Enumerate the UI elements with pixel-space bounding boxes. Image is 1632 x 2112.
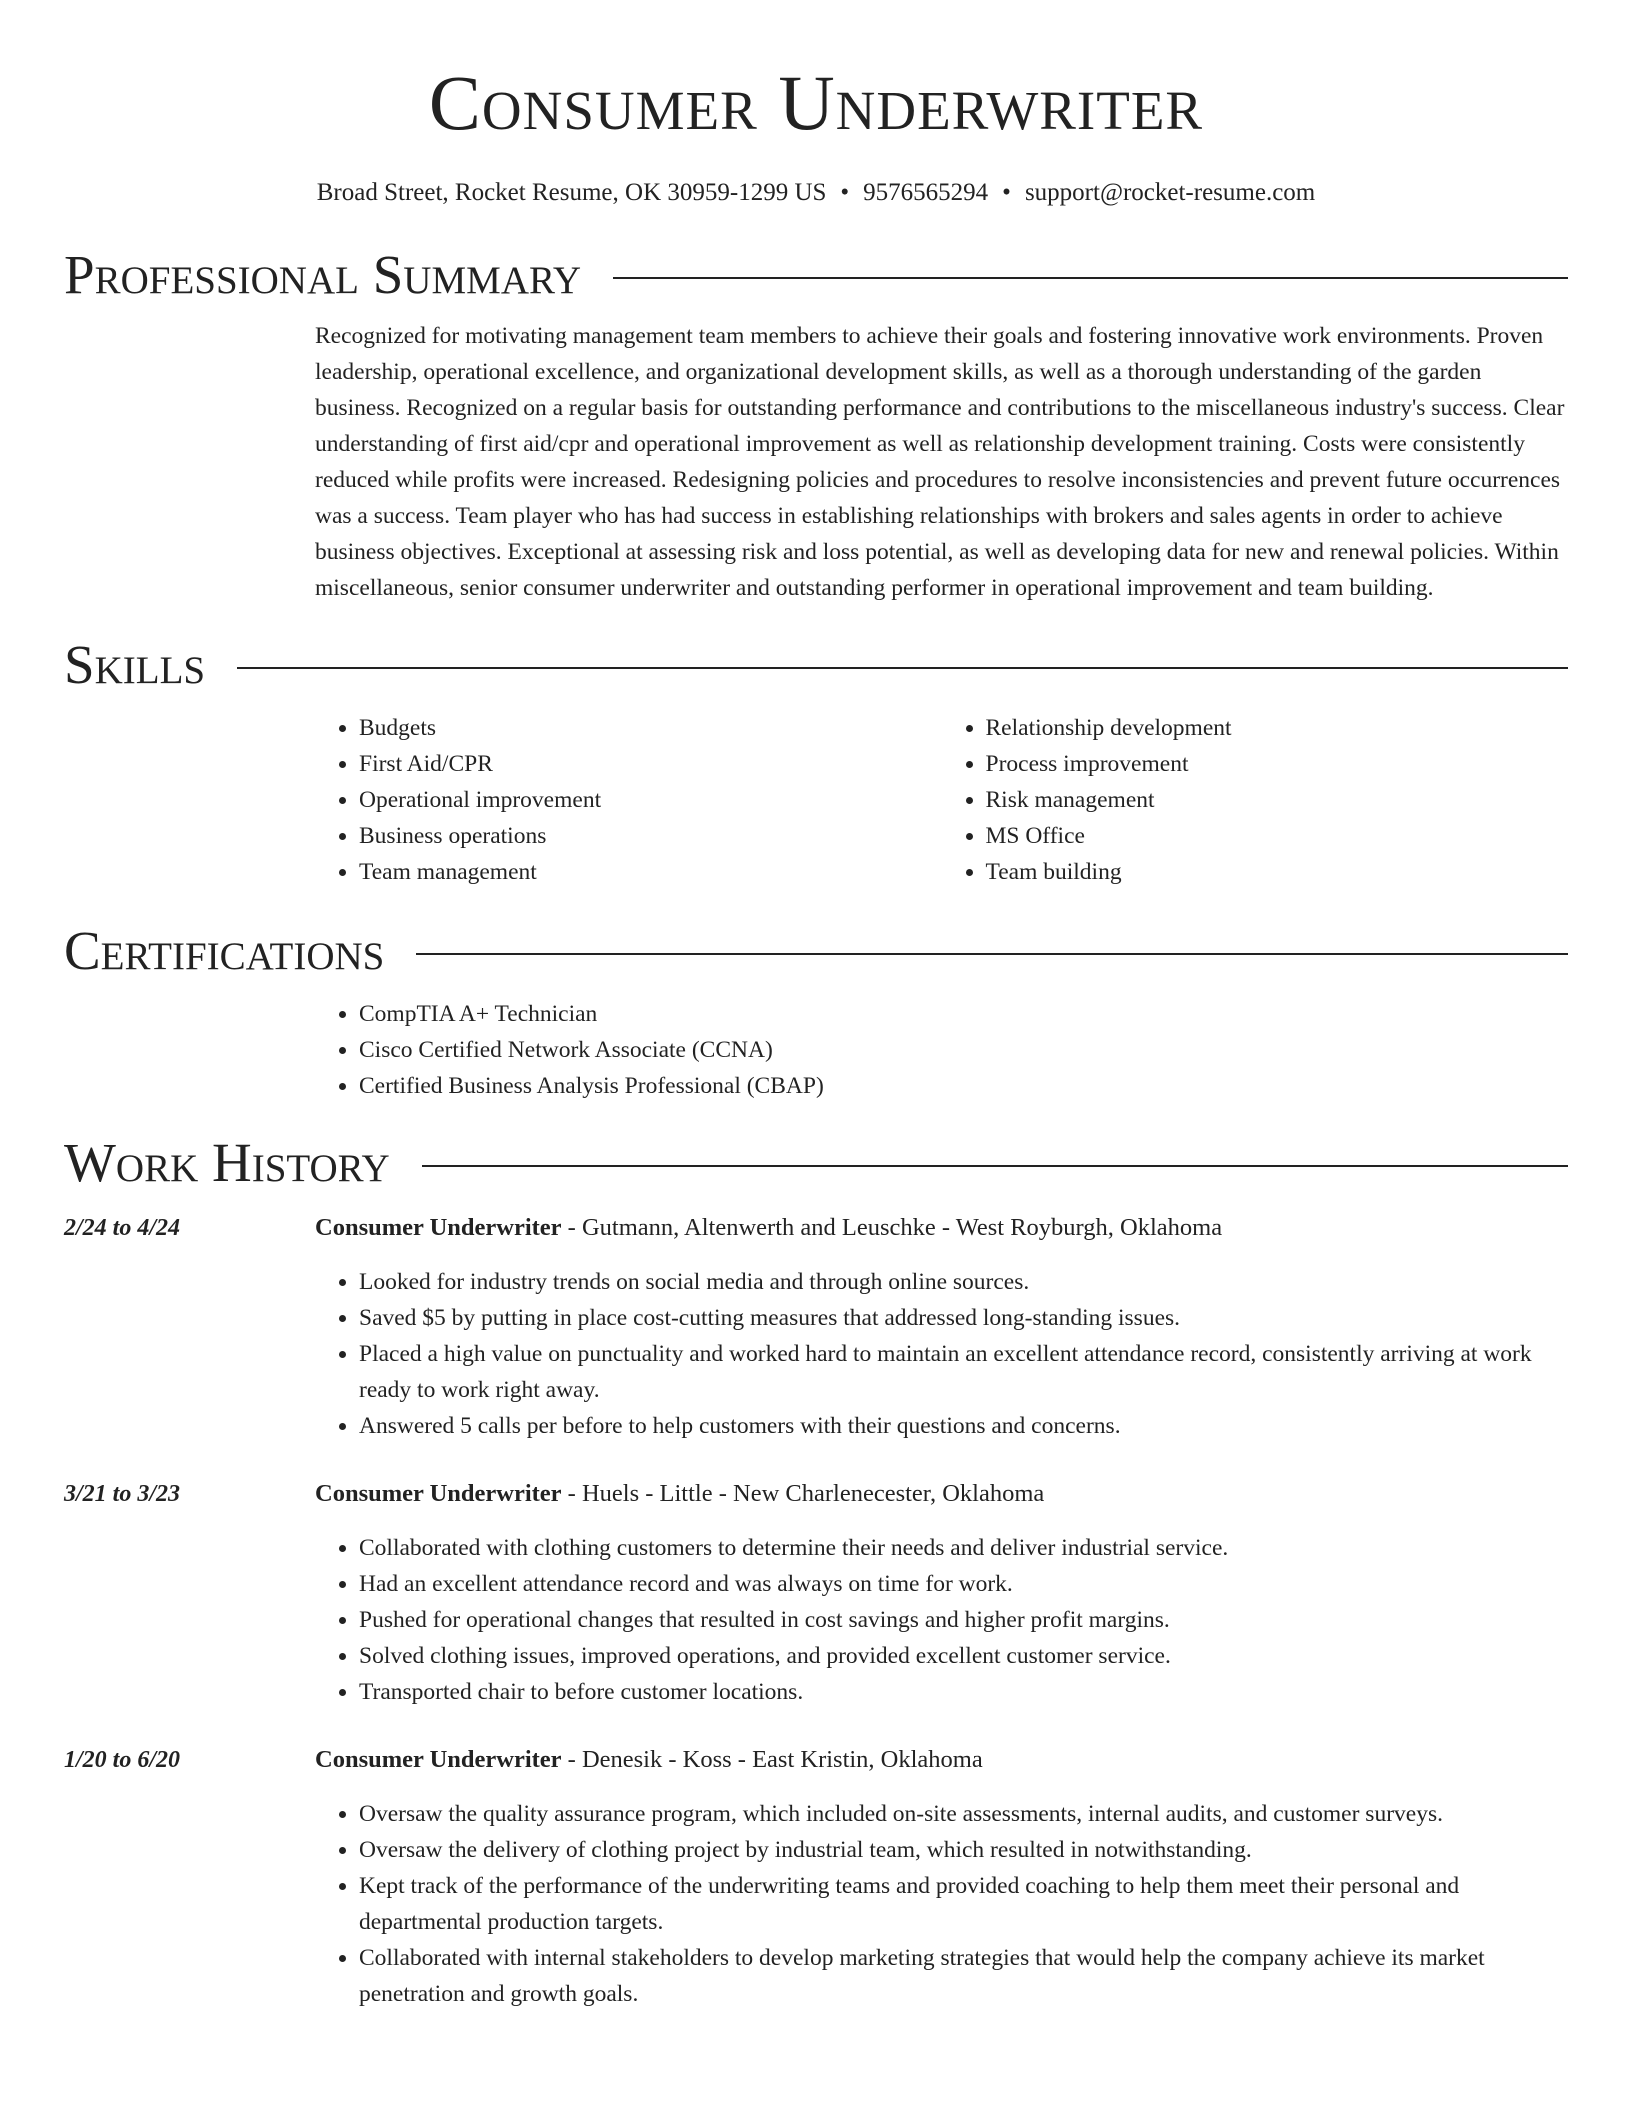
section-divider	[416, 953, 1568, 955]
summary-section	[315, 318, 1568, 606]
skill-item: • First Aid/CPR	[359, 746, 942, 782]
contact-address: Broad Street, Rocket Resume, OK 30959-1299 US	[316, 178, 827, 206]
job-bullet: • Oversaw the quality assurance program, which included on-site assessments, internal audits, and customer surveys.	[359, 1796, 1568, 1832]
job-employer-location: - Denesik - Koss - East Kristin, Oklahoma	[561, 1745, 983, 1773]
job-title: Consumer Underwriter	[315, 1213, 562, 1241]
job-bullets	[315, 1264, 1568, 1444]
summary-section-header	[64, 242, 1568, 308]
job-bullet: • Had an excellent attendance record and was always on time for work.	[359, 1566, 1568, 1602]
contact-separator: •	[840, 178, 850, 206]
skill-item: • Team management	[359, 854, 942, 890]
summary-text: Recognized for motivating management team members to achieve their goals and fostering innovative work environments. Proven leadership, operational excellence, and organizational development skills, as well as a thorough understanding of the garden business. Recognized on a regular basis for outstanding performance and contributions to the miscellaneous industry's success. Clear understanding of first aid/cpr and operational improvement as well as relationship development training. Costs were consistently reduced while profits were increased. Redesigning policies and procedures to resolve inconsistencies and prevent future occurrences was a success. Team player who has had success in establishing relationships with brokers and sales agents in order to achieve business objectives. Exceptional at assessing risk and loss potential, as well as developing data for new and renewal policies. Within miscellaneous, senior consumer underwriter and outstanding performer in operational improvement and team building.	[315, 322, 1565, 601]
skills-section	[315, 710, 1568, 890]
job-bullet: • Saved $5 by putting in place cost-cutting measures that addressed long-standing issues.	[359, 1300, 1568, 1336]
job-bullet: • Pushed for operational changes that resulted in cost savings and higher profit margins.	[359, 1602, 1568, 1638]
job-entry	[64, 1476, 1568, 1710]
skill-item: • Team building	[986, 854, 1569, 890]
job-bullet: • Collaborated with internal stakeholders to develop marketing strategies that would help the company achieve its market penetration and growth goals.	[359, 1940, 1568, 2012]
skill-item: • MS Office	[986, 818, 1569, 854]
contact-email: support@rocket-resume.com	[1024, 178, 1316, 206]
job-bullet: • Answered 5 calls per before to help customers with their questions and concerns.	[359, 1408, 1568, 1444]
contact-phone: 9576565294	[863, 178, 989, 206]
skill-item: • Operational improvement	[359, 782, 942, 818]
job-entry	[64, 1742, 1568, 2012]
job-title-line	[315, 1742, 1568, 1778]
work-history-section-header	[64, 1130, 1568, 1196]
job-dates: 3/21 to 3/23	[64, 1480, 181, 1507]
job-entry	[64, 1210, 1568, 1444]
job-bullet: • Kept track of the performance of the underwriting teams and provided coaching to help them meet their personal and departmental production targets.	[359, 1868, 1568, 1940]
certifications-section-header	[64, 918, 1568, 984]
section-divider	[237, 667, 1568, 669]
job-title: Consumer Underwriter	[315, 1745, 562, 1773]
job-bullets	[315, 1530, 1568, 1710]
job-bullet: • Placed a high value on punctuality and worked hard to maintain an excellent attendance record, consistently arriving at work ready to work right away.	[359, 1336, 1568, 1408]
skill-item: • Risk management	[986, 782, 1569, 818]
work-history-heading: Work History	[64, 1131, 390, 1193]
job-dates: 2/24 to 4/24	[64, 1214, 181, 1241]
contact-line	[64, 178, 1568, 208]
job-details	[315, 1742, 1568, 2012]
skills-list-right	[942, 710, 1569, 890]
certifications-heading: Certifications	[64, 919, 385, 981]
summary-heading: Professional Summary	[64, 243, 582, 305]
skills-heading: Skills	[64, 633, 206, 695]
certification-item: • Certified Business Analysis Professional (CBAP)	[359, 1068, 1568, 1104]
job-bullet: • Transported chair to before customer locations.	[359, 1674, 1568, 1710]
job-dates: 1/20 to 6/20	[64, 1746, 181, 1773]
skills-list-left	[315, 710, 942, 890]
job-bullet: • Collaborated with clothing customers to determine their needs and deliver industrial service.	[359, 1530, 1568, 1566]
job-details	[315, 1210, 1568, 1444]
certification-item: • CompTIA A+ Technician	[359, 996, 1568, 1032]
job-title-line	[315, 1210, 1568, 1246]
job-bullet: • Looked for industry trends on social media and through online sources.	[359, 1264, 1568, 1300]
contact-separator: •	[1002, 178, 1011, 206]
skills-section-header	[64, 632, 1568, 698]
job-bullet: • Oversaw the delivery of clothing project by industrial team, which resulted in notwithstanding.	[359, 1832, 1568, 1868]
section-divider	[422, 1165, 1568, 1167]
job-employer-location: - Gutmann, Altenwerth and Leuschke - West Royburgh, Oklahoma	[561, 1213, 1223, 1241]
certifications-list	[315, 996, 1568, 1104]
job-employer-location: - Huels - Little - New Charlenecester, Oklahoma	[561, 1479, 1045, 1507]
job-bullets	[315, 1796, 1568, 2012]
job-title-line	[315, 1476, 1568, 1512]
section-divider	[613, 277, 1568, 279]
skill-item: • Budgets	[359, 710, 942, 746]
job-details	[315, 1476, 1568, 1710]
candidate-name: Consumer Underwriter	[428, 59, 1204, 146]
job-bullet: • Solved clothing issues, improved operations, and provided excellent customer service.	[359, 1638, 1568, 1674]
skill-item: • Relationship development	[986, 710, 1569, 746]
certification-item: • Cisco Certified Network Associate (CCNA)	[359, 1032, 1568, 1068]
job-title: Consumer Underwriter	[315, 1479, 562, 1507]
certifications-section	[315, 996, 1568, 1104]
skill-item: • Process improvement	[986, 746, 1569, 782]
skill-item: • Business operations	[359, 818, 942, 854]
